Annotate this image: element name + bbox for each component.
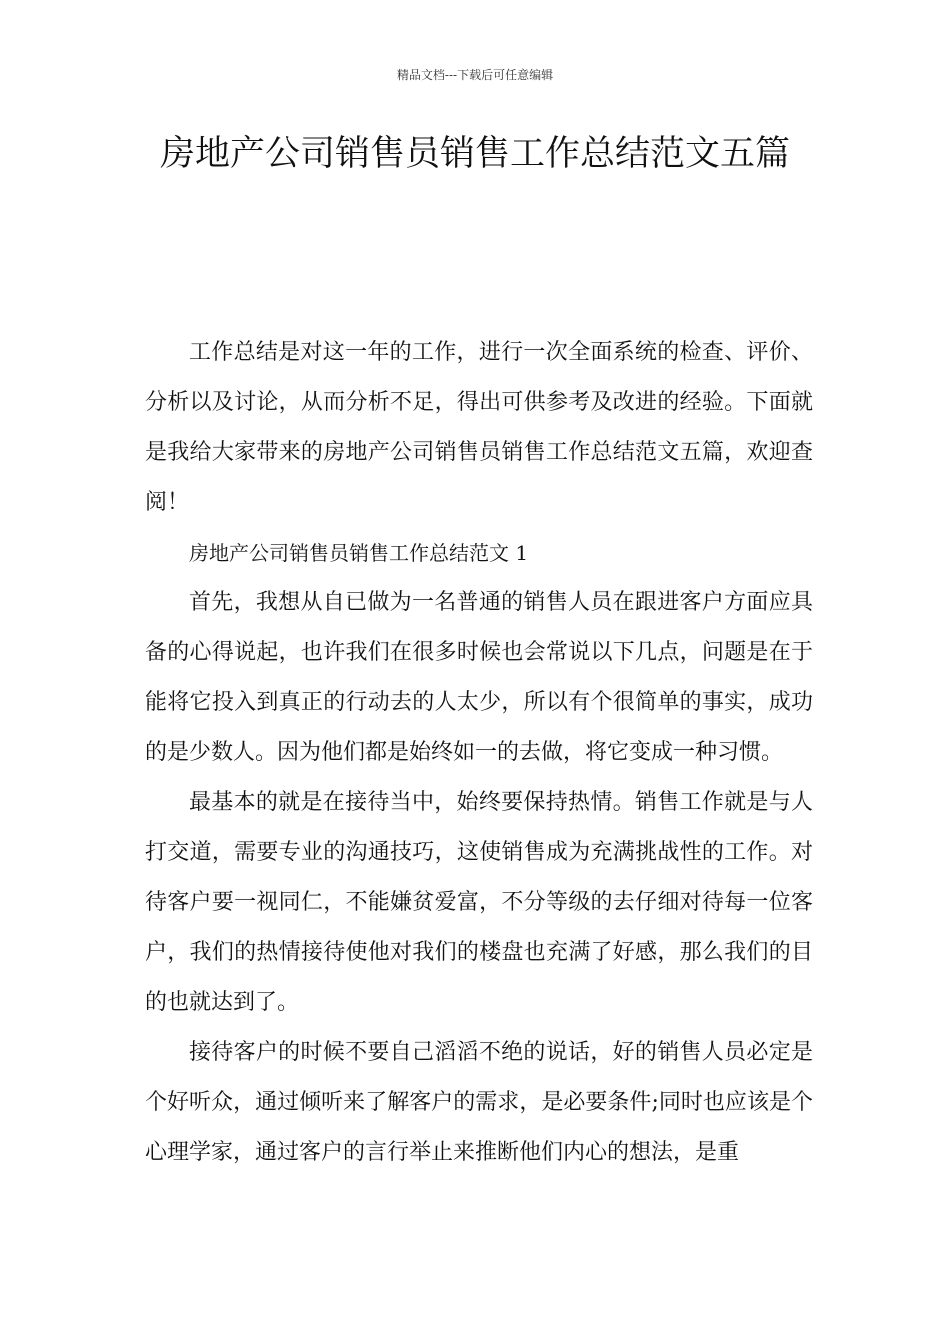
section-heading: 房地产公司销售员销售工作总结范文 1 bbox=[189, 541, 529, 565]
body-paragraph: 接待客户的时候不要自己滔滔不绝的说话，好的销售人员必定是个好听众，通过倾听来了解客户的需求，是必要条件;同时也应该是个心理学家，通过客户的言行举止来推断他们内心的想法，是重 bbox=[145, 1040, 813, 1165]
body-paragraph: 最基本的就是在接待当中，始终要保持热情。销售工作就是与人打交道，需要专业的沟通技巧，这使销售成为充满挑战性的工作。对待客户要一视同仁，不能嫌贫爱富，不分等级的去仔细对待每一位客户，我们的热情接待使他对我们的楼盘也充满了好感，那么我们的目的也就达到了。 bbox=[145, 790, 813, 1015]
intro-paragraph: 工作总结是对这一年的工作，进行一次全面系统的检查、评价、分析以及讨论，从而分析不足，得出可供参考及改进的经验。下面就是我给大家带来的房地产公司销售员销售工作总结范文五篇，欢迎查阅！ bbox=[145, 340, 813, 515]
document-body bbox=[145, 328, 813, 1178]
document-title: 房地产公司销售员销售工作总结范文五篇 bbox=[159, 134, 790, 174]
body-paragraph: 首先，我想从自已做为一名普通的销售人员在跟进客户方面应具备的心得说起，也许我们在很多时候也会常说以下几点，问题是在于能将它投入到真正的行动去的人太少，所以有个很简单的事实，成功的是少数人。因为他们都是始终如一的去做，将它变成一种习惯。 bbox=[145, 590, 813, 765]
header-note: 精品文档---下载后可任意编辑 bbox=[396, 68, 554, 82]
